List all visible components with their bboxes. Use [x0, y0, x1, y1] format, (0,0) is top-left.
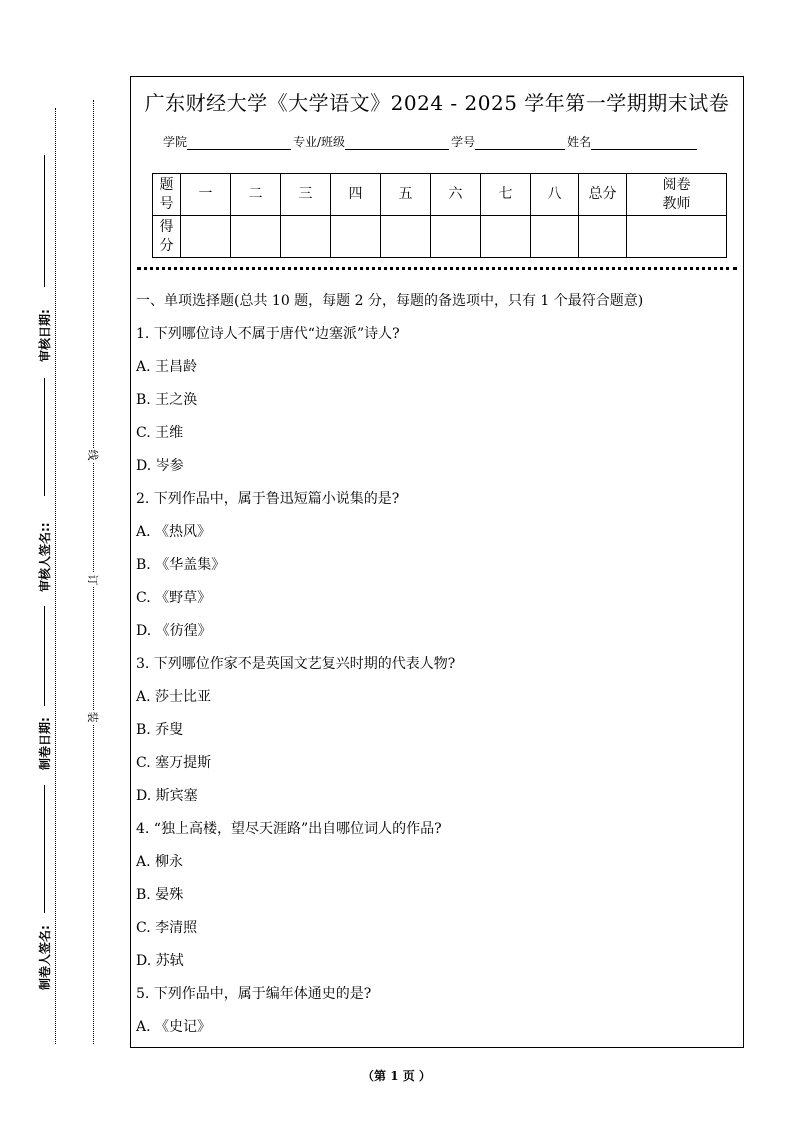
section-heading: 一、单项选择题(总共 10 题，每题 2 分，每题的备选项中，只有 1 个最符合题意)	[136, 293, 644, 309]
name-label: 姓名	[567, 135, 592, 149]
header-cell: 三	[281, 174, 331, 216]
question-text: 4. “独上高楼，望尽天涯路”出自哪位词人的作品?	[136, 821, 442, 837]
header-cell: 四	[331, 174, 381, 216]
option-item: D. 《彷徨》	[136, 623, 212, 639]
option-item: B. 《华盖集》	[136, 557, 226, 573]
score-cell[interactable]	[381, 216, 431, 258]
header-cell: 七	[481, 174, 531, 216]
header-cell: 一	[181, 174, 231, 216]
score-cell[interactable]	[181, 216, 231, 258]
option-item: A. 王昌龄	[136, 359, 198, 375]
separator-dotted-line	[137, 267, 737, 270]
option-item: D. 苏轼	[136, 953, 184, 969]
name-field[interactable]	[591, 137, 697, 150]
margin-dotted-line-outer	[55, 108, 56, 1044]
score-table	[152, 173, 727, 258]
reviewer-sign-line	[44, 378, 45, 496]
student-id-field[interactable]	[475, 137, 565, 150]
binding-char-line: 线	[86, 449, 99, 461]
score-cell[interactable]	[281, 216, 331, 258]
binding-char-bind: 装	[86, 711, 99, 723]
header-cell-reviewer: 阅卷 教师	[627, 174, 727, 216]
header-cell: 八	[531, 174, 579, 216]
option-item: C. 王维	[136, 425, 184, 441]
option-item: B. 晏殊	[136, 887, 184, 903]
maker-sign-line	[44, 785, 45, 913]
review-date-line	[44, 155, 45, 287]
option-item: C. 《野草》	[136, 590, 212, 606]
option-item: D. 斯宾塞	[136, 788, 198, 804]
question-text: 3. 下列哪位作家不是英国文艺复兴时期的代表人物?	[136, 656, 456, 672]
score-cell[interactable]	[331, 216, 381, 258]
score-table-score-row	[153, 216, 727, 258]
maker-sign-label: 制卷人签名:	[38, 925, 52, 990]
question-text: 5. 下列作品中，属于编年体通史的是?	[136, 986, 372, 1002]
option-item: A. 《史记》	[136, 1019, 212, 1035]
margin-dotted-line-inner	[93, 100, 94, 1044]
option-item: D. 岑参	[136, 458, 184, 474]
exam-title: 广东财经大学《大学语文》2024 - 2025 学年第一学期期末试卷	[144, 91, 730, 115]
option-item: C. 李清照	[136, 920, 198, 936]
question-text: 2. 下列作品中，属于鲁迅短篇小说集的是?	[136, 491, 400, 507]
student-id-label: 学号	[451, 135, 476, 149]
page-number: （第 1 页 ）	[362, 1069, 431, 1083]
score-cell-total[interactable]	[579, 216, 627, 258]
option-item: A. 《热风》	[136, 524, 212, 540]
reviewer-sign-label: 审核人签名::	[38, 522, 52, 592]
option-item: A. 莎士比亚	[136, 689, 212, 705]
exam-frame	[130, 76, 744, 1048]
header-cell-total: 总分	[579, 174, 627, 216]
score-cell[interactable]	[481, 216, 531, 258]
college-field[interactable]	[187, 137, 291, 150]
option-item: A. 柳永	[136, 854, 184, 870]
header-cell: 六	[431, 174, 481, 216]
maker-date-label: 制卷日期:	[38, 717, 52, 770]
option-item: C. 塞万提斯	[136, 755, 212, 771]
score-row-head: 得 分	[153, 216, 181, 258]
header-cell: 二	[231, 174, 281, 216]
student-info-row	[163, 133, 699, 150]
header-cell-question-no: 题 号	[153, 174, 181, 216]
score-cell[interactable]	[531, 216, 579, 258]
questions-area	[136, 290, 736, 1049]
maker-date-line	[44, 606, 45, 706]
binding-char-order: 订	[86, 574, 99, 586]
major-field[interactable]	[345, 137, 449, 150]
option-item: B. 乔叟	[136, 722, 184, 738]
question-text: 1. 下列哪位诗人不属于唐代“边塞派”诗人?	[136, 326, 400, 342]
score-cell[interactable]	[431, 216, 481, 258]
option-item: B. 王之涣	[136, 392, 198, 408]
score-cell[interactable]	[231, 216, 281, 258]
score-cell-reviewer[interactable]	[627, 216, 727, 258]
major-label: 专业/班级	[293, 135, 346, 149]
score-table-header-row	[153, 174, 727, 216]
college-label: 学院	[163, 135, 188, 149]
review-date-label: 审核日期:	[38, 309, 52, 362]
header-cell: 五	[381, 174, 431, 216]
